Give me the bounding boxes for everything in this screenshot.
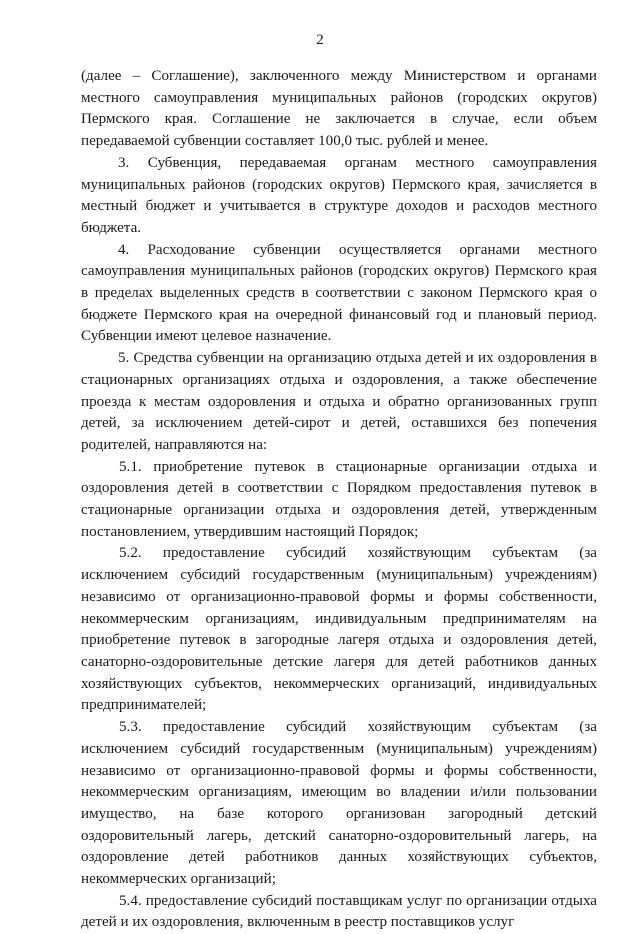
paragraph-3-subvention-crediting: 3. Субвенция, передаваемая органам местного самоуправления муниципальных районов (городских округов) Пермского края, зачисляется в местный бюджет и учитывается в структуре доходов и расходов местного бюджета. bbox=[81, 154, 597, 236]
paragraph-4-subvention-spending: 4. Расходование субвенции осуществляется органами местного самоуправления муниципальных районов (городских округов) Пермского края в пределах выделенных средств в соответствии с законом Пермского края о бюджете Пермского края на очередной финансовый год и плановый период. Субвенции имеют целевое назначение. bbox=[81, 241, 597, 345]
paragraph-5-2-subsidies-vouchers: 5.2. предоставление субсидий хозяйствующим субъектам (за исключением субсидий государственным (муниципальным) учреждениям) независимо от организационно-правовой формы и формы собственности, некоммерческим организациям, индивидуальным предпринимателям на приобретение путевок в загородные лагеря отдыха и оздоровления детей, санаторно-оздоровительные детские лагеря для детей работников данных хозяйствующих субъектов, некоммерческих организаций, индивидуальных предпринимателей; bbox=[81, 545, 597, 714]
paragraph-5-4-subsidies-providers: 5.4. предоставление субсидий поставщикам услуг по организации отдыха детей и их оздоровления, включенным в реестр поставщиков услуг bbox=[81, 892, 597, 931]
paragraph-5-1-vouchers: 5.1. приобретение путевок в стационарные организации отдыха и оздоровления детей в соответствии с Порядком предоставления путевок в стационарные организации отдыха и оздоровления детей, утвержденным постановлением, утвердившим настоящий Порядок; bbox=[81, 458, 597, 540]
paragraph-5-3-subsidies-camps: 5.3. предоставление субсидий хозяйствующим субъектам (за исключением субсидий государственным (муниципальным) учреждениям) независимо от организационно-правовой формы и формы собственности, некоммерческим организациям, имеющим во владении и/или пользовании имущество, на базе которого организован загородный детский оздоровительный лагерь, детский санаторно-оздоровительный лагерь, на оздоровление детей работников данных хозяйствующих субъектов, некоммерческих организаций; bbox=[81, 719, 597, 888]
paragraph-5-subvention-funds: 5. Средства субвенции на организацию отдыха детей и их оздоровления в стационарных организациях отдыха и оздоровления, а также обеспечение проезда к местам оздоровления и отдыха и обратно организованных групп детей, за исключением детей-сирот и детей, оставшихся без попечения родителей, направляются на: bbox=[81, 350, 597, 453]
paragraph-agreement-continuation: (далее – Соглашение), заключенного между Министерством и органами местного самоуправления муниципальных районов (городских округов) Пермского края. Соглашение не заключается в случае, если объем передаваемой субвенции составляет 100,0 тыс. рублей и менее. bbox=[81, 68, 597, 150]
page-number: 2 bbox=[316, 32, 324, 48]
document-body bbox=[81, 66, 597, 934]
